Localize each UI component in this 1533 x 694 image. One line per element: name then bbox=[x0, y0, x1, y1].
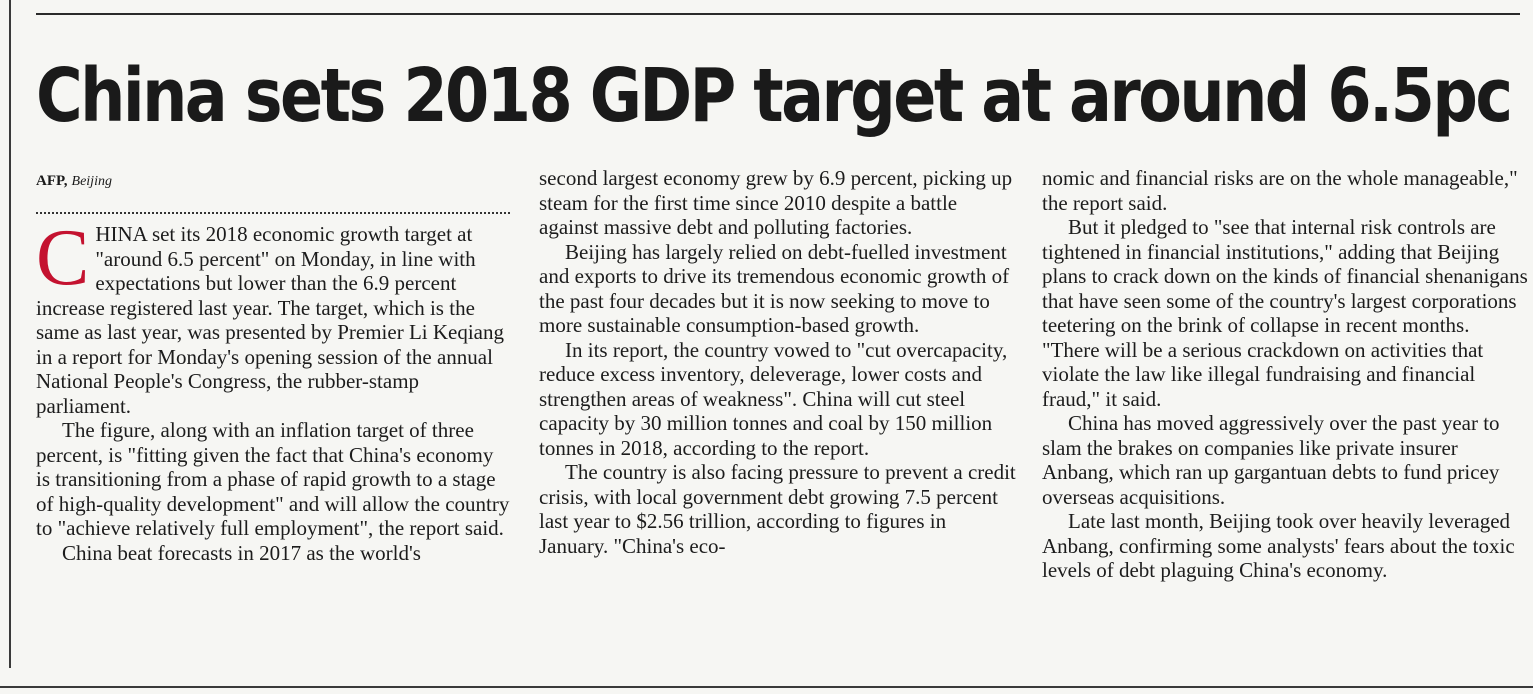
paragraph: Late last month, Beijing took over heavily leveraged Anbang, confirming some analysts' fears about the toxic levels of debt plaguing China's economy. bbox=[1042, 509, 1515, 582]
paragraph: But it pledged to "see that internal risk controls are tightened in financial institutions," adding that Beijing plans to crack down on the kinds of financial shenanigans that have seen some of the country's largest corporations teetering on the brink of collapse in recent months. "There will be a serious crackdown on activities that violate the law like illegal fundraising and financial fraud," it said. bbox=[1042, 215, 1528, 411]
paragraph-text: HINA set its 2018 economic growth target at "around 6.5 percent" on Monday, in line with expectations but lower than the 6.9 percent increase registered last year. The target, which is the same as last year, was presented by Premier Li Keqiang in a report for Monday's opening session of the annual National People's Congress, the rubber-stamp parliament. bbox=[36, 222, 504, 418]
bottom-border-rule bbox=[0, 686, 1533, 688]
drop-cap: C bbox=[36, 214, 90, 302]
dotted-separator bbox=[36, 212, 510, 214]
paragraph: second largest economy grew by 6.9 percent, picking up steam for the first time since 2010 despite a battle against massive debt and polluting factories. bbox=[539, 166, 1013, 239]
left-border-rule bbox=[9, 0, 11, 668]
top-border-rule bbox=[36, 13, 1520, 15]
byline-location: Beijing bbox=[71, 174, 112, 189]
article-column-2 bbox=[539, 166, 1019, 558]
paragraph: In its report, the country vowed to "cut overcapacity, reduce excess inventory, deleverage, lower costs and strengthen areas of weakness". China will cut steel capacity by 30 million tonnes and coal by 150 million tonnes in 2018, according to the report. bbox=[539, 337, 1008, 460]
paragraph: China has moved aggressively over the past year to slam the brakes on companies like private insurer Anbang, which ran up gargantuan debts to fund pricey overseas acquisitions. bbox=[1042, 411, 1500, 509]
paragraph: nomic and financial risks are on the whole manageable," the report said. bbox=[1042, 166, 1518, 215]
article-column-3 bbox=[1042, 166, 1532, 583]
byline-agency: AFP, bbox=[36, 173, 68, 189]
paragraph: The figure, along with an inflation target of three percent, is "fitting given the fact that China's economy is transitioning from a phase of rapid growth to a stage of high-quality development" and will allow the country to "achieve relatively full employment", the report said. bbox=[36, 418, 510, 540]
byline bbox=[36, 172, 112, 190]
paragraph bbox=[36, 214, 510, 418]
article-column-1 bbox=[36, 214, 510, 565]
headline: China sets 2018 GDP target at around 6.5pc bbox=[36, 53, 1511, 139]
paragraph: China beat forecasts in 2017 as the world's bbox=[62, 540, 421, 565]
paragraph: Beijing has largely relied on debt-fuelled investment and exports to drive its tremendous economic growth of the past four decades but it is now seeking to move to more sustainable consumption-based growth. bbox=[539, 239, 1010, 337]
paragraph: The country is also facing pressure to prevent a credit crisis, with local government debt growing 7.5 percent last year to $2.56 trillion, according to figures in January. "China's eco- bbox=[539, 460, 1016, 558]
